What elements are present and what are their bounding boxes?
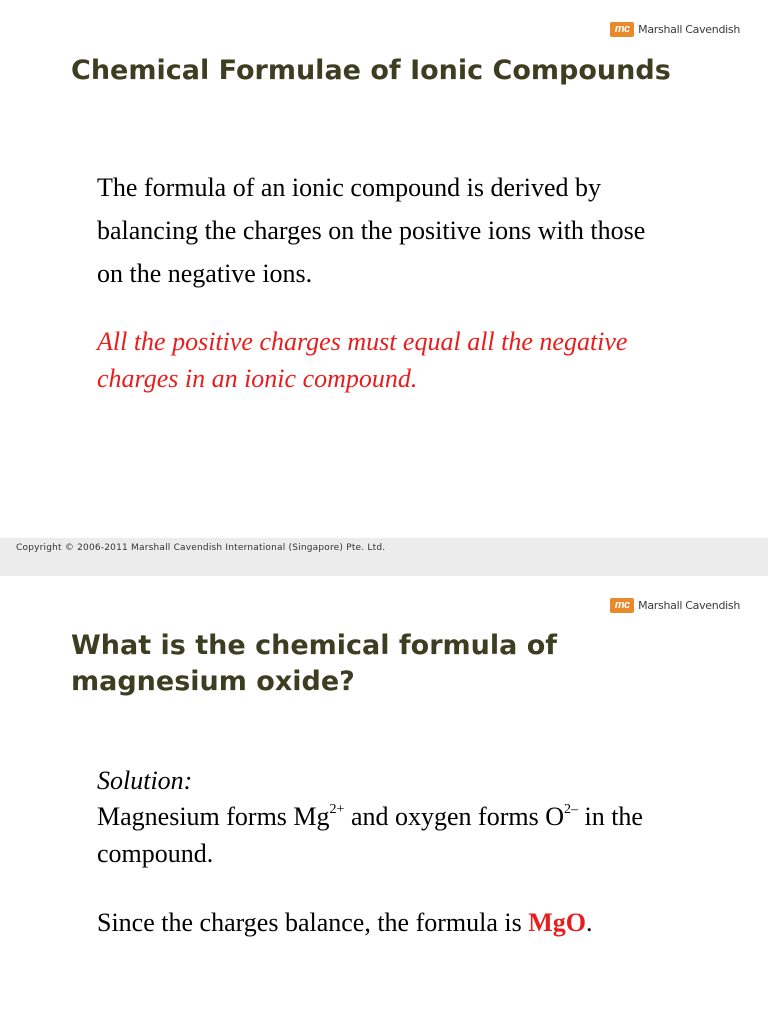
- solution-label: Solution:: [97, 766, 193, 795]
- formula-answer: MgO: [528, 908, 587, 937]
- slide-magnesium-oxide: [0, 576, 768, 1024]
- publisher-logo: [610, 22, 740, 37]
- conclusion-suffix: .: [586, 908, 593, 937]
- solution-suffix: in the compound.: [97, 802, 643, 868]
- solution-middle: and oxygen forms O: [344, 802, 564, 831]
- mc-logo-icon: mc: [610, 22, 634, 37]
- emphasis-text: All the positive charges must equal all the negative charges in an ionic compound.: [97, 327, 628, 393]
- question-title: What is the chemical formula of magnesium oxide?: [71, 630, 558, 697]
- solution-prefix: Magnesium forms Mg: [97, 802, 330, 831]
- publisher-name: Marshall Cavendish: [638, 23, 740, 36]
- mg-charge: 2+: [329, 802, 345, 818]
- publisher-name: Marshall Cavendish: [638, 599, 740, 612]
- conclusion-prefix: Since the charges balance, the formula is: [97, 908, 529, 937]
- copyright-footer: [0, 538, 768, 576]
- slide-title: Chemical Formulae of Ionic Compounds: [71, 55, 671, 86]
- mc-logo-icon: mc: [610, 598, 634, 613]
- explanation-text: The formula of an ionic compound is derived by balancing the charges on the positive ions with those on the negative ions.: [97, 173, 646, 288]
- solution-text: [97, 798, 697, 872]
- conclusion-text: [97, 904, 717, 941]
- copyright-text: Copyright © 2006-2011 Marshall Cavendish International (Singapore) Pte. Ltd.: [16, 543, 386, 553]
- o-charge: 2–: [563, 802, 578, 818]
- publisher-logo: [610, 598, 740, 613]
